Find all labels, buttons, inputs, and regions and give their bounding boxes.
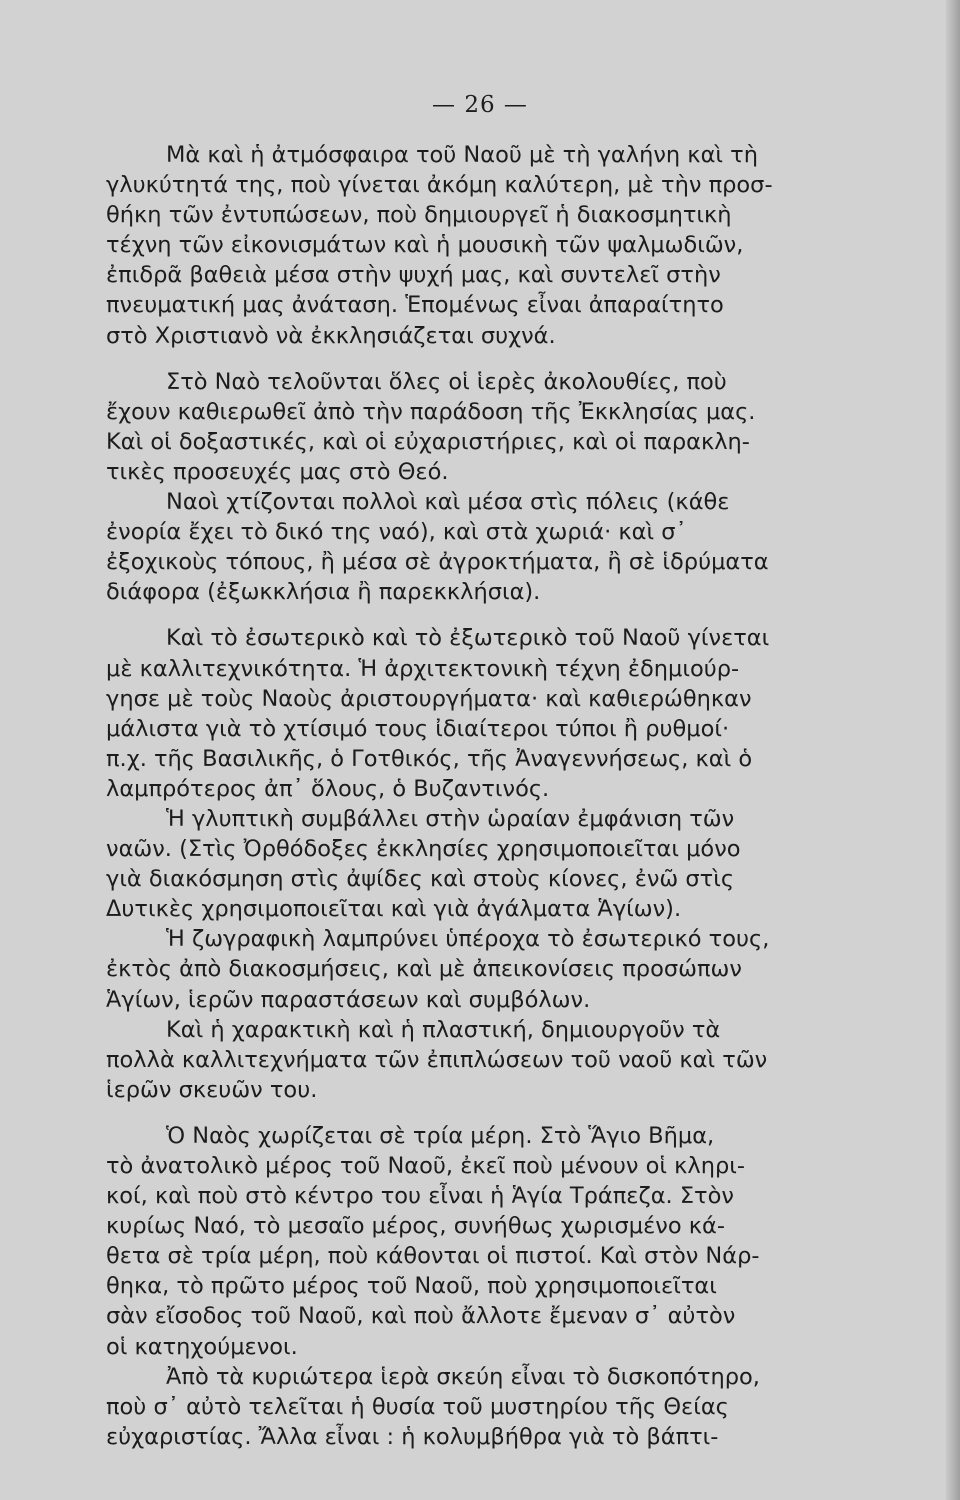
text-line: ναῶν. (Στὶς Ὀρθόδοξες ἐκκλησίες χρησιμοποιεῖται μόνο	[106, 836, 741, 863]
text-line: εὐχαριστίας. Ἄλλα εἶναι : ἡ κολυμβήθρα γιὰ τὸ βάπτι-	[106, 1423, 719, 1450]
text-line: ἱερῶν σκευῶν του.	[106, 1076, 318, 1103]
text-line: τέχνη τῶν εἰκονισμάτων καὶ ἡ μουσικὴ τῶν ψαλμωδιῶν,	[106, 232, 744, 259]
text-line: Καὶ ἡ χαρακτικὴ καὶ ἡ πλαστική, δημιουργοῦν τὰ	[166, 1016, 721, 1043]
text-line: ἐνορία ἔχει τὸ δικό της ναό), καὶ στὰ χωριά· καὶ σ᾽	[106, 519, 687, 546]
text-line: κοί, καὶ ποὺ στὸ κέντρο του εἶναι ἡ Ἁγία Τράπεζα. Στὸν	[106, 1183, 734, 1210]
paragraph-church-parts	[106, 1121, 866, 1452]
paragraph-atmosphere	[106, 140, 866, 351]
text-line: Καὶ τὸ ἐσωτερικὸ καὶ τὸ ἐξωτερικὸ τοῦ Ναοῦ γίνεται	[166, 625, 770, 652]
text-line: πνευματική μας ἀνάταση. Ἑπομένως εἶναι ἀπαραίτητο	[106, 292, 724, 319]
text-line: Δυτικὲς χρησιμοποιεῖται καὶ γιὰ ἀγάλματα Ἁγίων).	[106, 896, 682, 923]
text-line: Ἀπὸ τὰ κυριώτερα ἱερὰ σκεύη εἶναι τὸ δισκοπότηρο,	[166, 1363, 760, 1390]
text-line: ἐξοχικοὺς τόπους, ἢ μέσα σὲ ἀγροκτήματα, ἢ σὲ ἱδρύματα	[106, 549, 769, 576]
text-line: ἔχουν καθιερωθεῖ ἀπὸ τὴν παράδοση τῆς Ἐκκλησίας μας.	[106, 398, 756, 425]
page-edge-shadow	[946, 0, 960, 1500]
text-line: θήκη τῶν ἐντυπώσεων, ποὺ δημιουργεῖ ἡ διακοσμητικὴ	[106, 202, 732, 229]
text-line: θηκα, τὸ πρῶτο μέρος τοῦ Ναοῦ, ποὺ χρησιμοποιεῖται	[106, 1273, 717, 1300]
text-line: σὰν εἴσοδος τοῦ Ναοῦ, καὶ ποὺ ἄλλοτε ἔμεναν σ᾽ αὐτὸν	[106, 1303, 736, 1330]
text-line: Ἁγίων, ἱερῶν παραστάσεων καὶ συμβόλων.	[106, 986, 591, 1013]
text-line: γιὰ διακόσμηση στὶς ἀψίδες καὶ στοὺς κίονες, ἐνῶ στὶς	[106, 866, 735, 893]
text-line: οἱ κατηχούμενοι.	[106, 1333, 298, 1360]
text-line: ἐκτὸς ἀπὸ διακοσμήσεις, καὶ μὲ ἀπεικονίσεις προσώπων	[106, 956, 742, 983]
text-line: Ἡ γλυπτικὴ συμβάλλει στὴν ὡραίαν ἐμφάνιση τῶν	[166, 805, 735, 832]
text-line: θετα σὲ τρία μέρη, ποὺ κάθονται οἱ πιστοί. Καὶ στὸν Νάρ-	[106, 1243, 760, 1270]
text-line: ἐπιδρᾶ βαθειὰ μέσα στὴν ψυχή μας, καὶ συντελεῖ στὴν	[106, 262, 721, 289]
text-line: μὲ καλλιτεχνικότητα. Ἡ ἀρχιτεκτονικὴ τέχνη ἐδημιούρ-	[106, 655, 740, 682]
text-line: μάλιστα γιὰ τὸ χτίσιμό τους ἰδιαίτεροι τύποι ἢ ρυθμοί·	[106, 715, 730, 742]
text-line: π.χ. τῆς Βασιλικῆς, ὁ Γοτθικός, τῆς Ἀναγεννήσεως, καὶ ὁ	[106, 745, 753, 772]
text-line: πολλὰ καλλιτεχνήματα τῶν ἐπιπλώσεων τοῦ ναοῦ καὶ τῶν	[106, 1046, 768, 1073]
text-line: λαμπρότερος ἀπ᾽ ὅλους, ὁ Βυζαντινός.	[106, 775, 550, 802]
paragraph-services	[106, 367, 866, 608]
text-line: Ἡ ζωγραφικὴ λαμπρύνει ὑπέροχα τὸ ἐσωτερικό τους,	[166, 926, 770, 953]
text-line: κυρίως Ναό, τὸ μεσαῖο μέρος, συνήθως χωρισμένο κά-	[106, 1213, 725, 1240]
text-line: τικὲς προσευχές μας στὸ Θεό.	[106, 458, 449, 485]
text-line: γησε μὲ τοὺς Ναοὺς ἀριστουργήματα· καὶ καθιερώθηκαν	[106, 685, 752, 712]
text-line: γλυκύτητά της, ποὺ γίνεται ἀκόμη καλύτερη, μὲ τὴν προσ-	[106, 172, 773, 199]
paragraph-arts	[106, 623, 866, 1105]
text-line: Μὰ καὶ ἡ ἀτμόσφαιρα τοῦ Ναοῦ μὲ τὴ γαλήνη καὶ τὴ	[166, 142, 758, 168]
page-number: — 26 —	[432, 92, 528, 118]
page-body	[106, 140, 866, 1452]
text-line: Στὸ Ναὸ τελοῦνται ὅλες οἱ ἱερὲς ἀκολουθίες, ποὺ	[166, 368, 727, 395]
text-line: Καὶ οἱ δοξαστικές, καὶ οἱ εὐχαριστήριες, καὶ οἱ παρακλη-	[106, 428, 750, 455]
text-line: Ὁ Ναὸς χωρίζεται σὲ τρία μέρη. Στὸ Ἅγιο Βῆμα,	[166, 1122, 715, 1149]
text-line: ποὺ σ᾽ αὐτὸ τελεῖται ἡ θυσία τοῦ μυστηρίου τῆς Θείας	[106, 1393, 729, 1420]
text-line: τὸ ἀνατολικὸ μέρος τοῦ Ναοῦ, ἐκεῖ ποὺ μένουν οἱ κληρι-	[106, 1153, 745, 1179]
text-line: διάφορα (ἐξωκκλήσια ἢ παρεκκλήσια).	[106, 579, 541, 606]
text-line: στὸ Χριστιανὸ νὰ ἐκκλησιάζεται συχνά.	[106, 322, 556, 349]
text-line: Ναοὶ χτίζονται πολλοὶ καὶ μέσα στὶς πόλεις (κάθε	[166, 489, 730, 516]
